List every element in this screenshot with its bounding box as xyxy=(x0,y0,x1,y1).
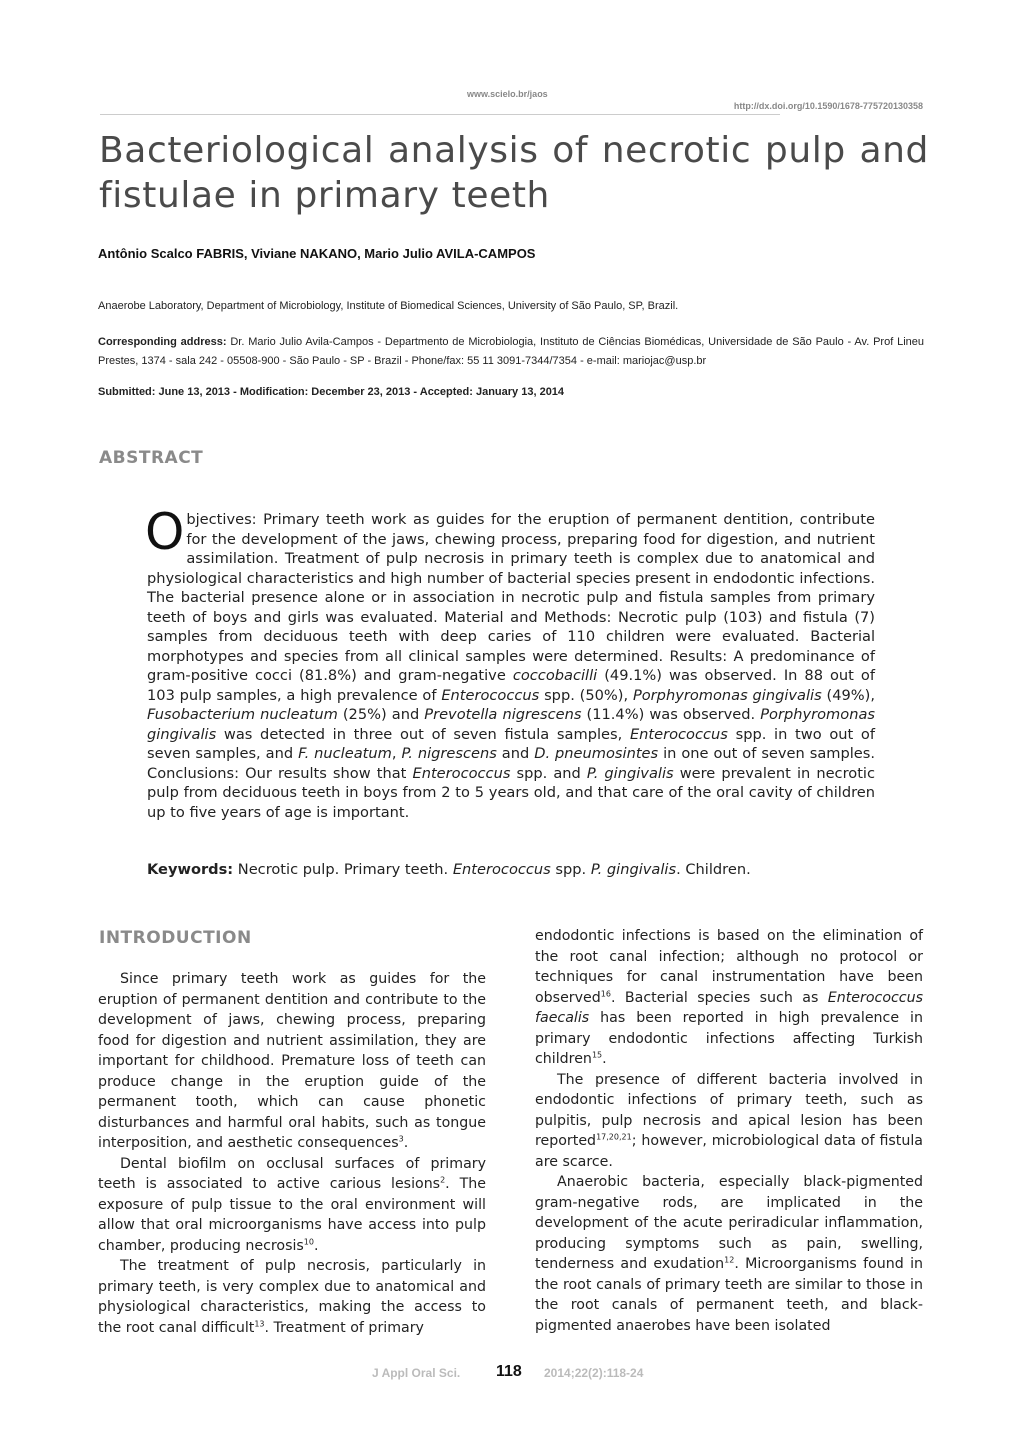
drop-cap: O xyxy=(145,503,185,561)
footer-citation: 2014;22(2):118-24 xyxy=(544,1366,644,1380)
authors: Antônio Scalco FABRIS, Viviane NAKANO, Mario Julio AVILA-CAMPOS xyxy=(98,246,536,261)
left-column xyxy=(98,969,486,1338)
citation-ref: 16 xyxy=(600,988,611,998)
paragraph xyxy=(98,969,486,1154)
paragraph xyxy=(535,1172,923,1336)
doi-link[interactable]: http://dx.doi.org/10.1590/1678-775720130358 xyxy=(733,101,923,111)
keywords-text xyxy=(233,861,751,878)
text-run: were prevalent in necrotic pulp from deciduous teeth in boys from 2 to 5 years old, and that care of the oral cavity of children up to five years of age is important. xyxy=(147,764,875,821)
text-run: and xyxy=(496,745,535,762)
text-run: (49.1%) was observed. In 88 out of 103 pulp samples, a high prevalence of xyxy=(147,667,875,704)
keywords xyxy=(147,861,751,878)
text-run: (25%) and xyxy=(337,706,425,723)
text-run: has been reported in high prevalence in primary endodontic infections affecting Turkish children xyxy=(535,1010,923,1067)
text-run: Dental biofilm on occlusal surfaces of primary teeth is associated to active carious lesions xyxy=(98,1155,486,1192)
italic-term: coccobacilli xyxy=(512,667,598,684)
corresponding-address xyxy=(98,333,924,371)
introduction-heading: INTRODUCTION xyxy=(99,928,252,948)
text-run: spp. (50%), xyxy=(539,686,633,704)
text-run: Necrotic pulp. Primary teeth. xyxy=(233,861,453,878)
abstract-heading: ABSTRACT xyxy=(99,448,204,468)
citation-ref: 13 xyxy=(254,1318,265,1328)
abstract-text xyxy=(145,503,876,821)
text-run: spp. and xyxy=(510,764,587,782)
italic-term: Enterococcus xyxy=(452,861,551,878)
text-run: (49%), xyxy=(821,686,875,704)
text-run: . xyxy=(403,1135,409,1151)
italic-term: P. gingivalis xyxy=(586,764,674,782)
italic-term: Porphyromonas gingivalis xyxy=(632,686,822,704)
italic-term: Fusobacterium nucleatum xyxy=(147,706,338,723)
paragraph xyxy=(535,926,923,1070)
italic-term: Enterococcus xyxy=(412,764,511,782)
text-run: . Bacterial species such as xyxy=(610,989,828,1006)
text-run: in one out of seven samples. Conclusions: Our results show that xyxy=(147,745,876,782)
text-run: (11.4%) was observed. xyxy=(581,706,761,723)
text-run: The presence of different bacteria involved in endodontic infections of primary teeth, such as pulpitis, pulp necrosis and apical lesion has been reported xyxy=(535,1071,923,1149)
text-run: . xyxy=(602,1051,607,1067)
italic-term: P. gingivalis xyxy=(590,861,677,878)
text-run: spp. xyxy=(550,861,591,878)
text-run: . Treatment of primary xyxy=(264,1319,424,1336)
text-run: Anaerobic bacteria, especially black-pigmented gram-negative rods, are implicated in the development of the acute periradicular inflammation, producing symptoms such as pain, swelling, tenderness and exudation xyxy=(535,1174,923,1272)
keywords-label: Keywords: xyxy=(147,861,234,878)
footer-journal: J Appl Oral Sci. xyxy=(372,1366,461,1380)
paragraph xyxy=(535,1070,923,1173)
citation-ref: 3 xyxy=(398,1134,404,1144)
abstract-body xyxy=(145,503,876,822)
page-number: 118 xyxy=(496,1363,522,1380)
text-run: ; however, microbiological data of fistula are scarce. xyxy=(535,1133,923,1170)
italic-term: F. nucleatum xyxy=(298,745,392,762)
paragraph xyxy=(98,1154,486,1257)
text-run: . Microorganisms found in the root canals of primary teeth are similar to those in the root canals of permanent teeth, and black-pigmented anaerobes have been isolated xyxy=(535,1256,924,1334)
text-run: was detected in three out of seven fistula samples, xyxy=(216,725,630,743)
italic-term: Porphyromonas gingivalis xyxy=(147,706,875,743)
article-title: Bacteriological analysis of necrotic pulp and fistulae in primary teeth xyxy=(99,130,929,216)
text-run: . The exposure of pulp tissue to the oral environment will allow that oral microorganisms have access into pulp chamber, producing necrosis xyxy=(98,1176,486,1254)
italic-term: D. pneumosintes xyxy=(534,745,659,762)
text-run: , xyxy=(391,745,402,762)
italic-term: Prevotella nigrescens xyxy=(424,706,582,723)
affiliation: Anaerobe Laboratory, Department of Microbiology, Institute of Biomedical Sciences, University of São Paulo, SP, Brazil. xyxy=(98,300,679,312)
italic-term: P. nigrescens xyxy=(401,745,497,762)
text-run: bjectives: Primary teeth work as guides for the eruption of permanent dentition, contribute for the development of the jaws, chewing process, preparing food for digestion, and nutrient assimilation. Treatment of pulp necrosis in primary teeth is complex due to anatomical and physiological characteristics and high number of bacterial species present in endodontic infections. The bacterial presence alone or in association in necrotic pulp and fistula samples from primary teeth of boys and girls was evaluated. Material and Methods: Necrotic pulp (103) and fistula (7) samples from deciduous teeth with deep caries of 110 children were evaluated. Bacterial morphotypes and species from all clinical samples were determined. Results: A predominance of gram-positive cocci (81.8%) and gram-negative xyxy=(147,511,875,684)
italic-term: Enterococcus xyxy=(629,725,728,743)
citation-ref: 15 xyxy=(591,1050,603,1060)
text-run: . Children. xyxy=(676,861,751,878)
text-run: endodontic infections is based on the elimination of the root canal infection; although no protocol or techniques for canal instrumentation have been observed xyxy=(535,928,923,1006)
journal-site-link[interactable]: www.scielo.br/jaos xyxy=(467,89,548,99)
corresponding-label: Corresponding address: xyxy=(98,336,227,348)
italic-term: Enterococcus xyxy=(441,686,540,704)
submission-dates: Submitted: June 13, 2013 - Modification: December 23, 2013 - Accepted: January 13, 2014 xyxy=(98,386,565,398)
citation-ref: 17,20,21 xyxy=(596,1132,632,1142)
text-run: The treatment of pulp necrosis, particularly in primary teeth, is very complex due to anatomical and physiological characteristics, making the access to the root canal difficult xyxy=(98,1258,486,1336)
citation-ref: 12 xyxy=(724,1255,735,1265)
header-divider xyxy=(100,114,780,115)
citation-ref: 2 xyxy=(440,1175,446,1185)
text-run: Since primary teeth work as guides for the eruption of permanent dentition and contribute to the development of jaws, chewing process, preparing food for digestion and nutrient assimilation, they are important for childhood. Premature loss of teeth can produce change in the eruption guide of the permanent tooth, which can cause phonetic disturbances and harmful oral habits, such as tongue interposition, and aesthetic consequences xyxy=(98,971,486,1151)
corresponding-text: Dr. Mario Julio Avila-Campos - Departmento de Microbiologia, Instituto de Ciências Biomédicas, Universidade de São Paulo - Av. Prof Lineu Prestes, 1374 - sala 242 - 05508-900 - São Paulo - SP - Brazil - Phone/fax: 55 11 3091-7344/7354 - e-mail: mariojac@usp.br xyxy=(98,336,924,367)
right-column xyxy=(535,926,923,1336)
text-run: spp. in two out of seven samples, and xyxy=(147,725,875,762)
paragraph xyxy=(98,1256,486,1338)
italic-term: Enterococcus faecalis xyxy=(535,989,923,1026)
text-run: . xyxy=(313,1237,319,1254)
citation-ref: 10 xyxy=(303,1236,314,1246)
